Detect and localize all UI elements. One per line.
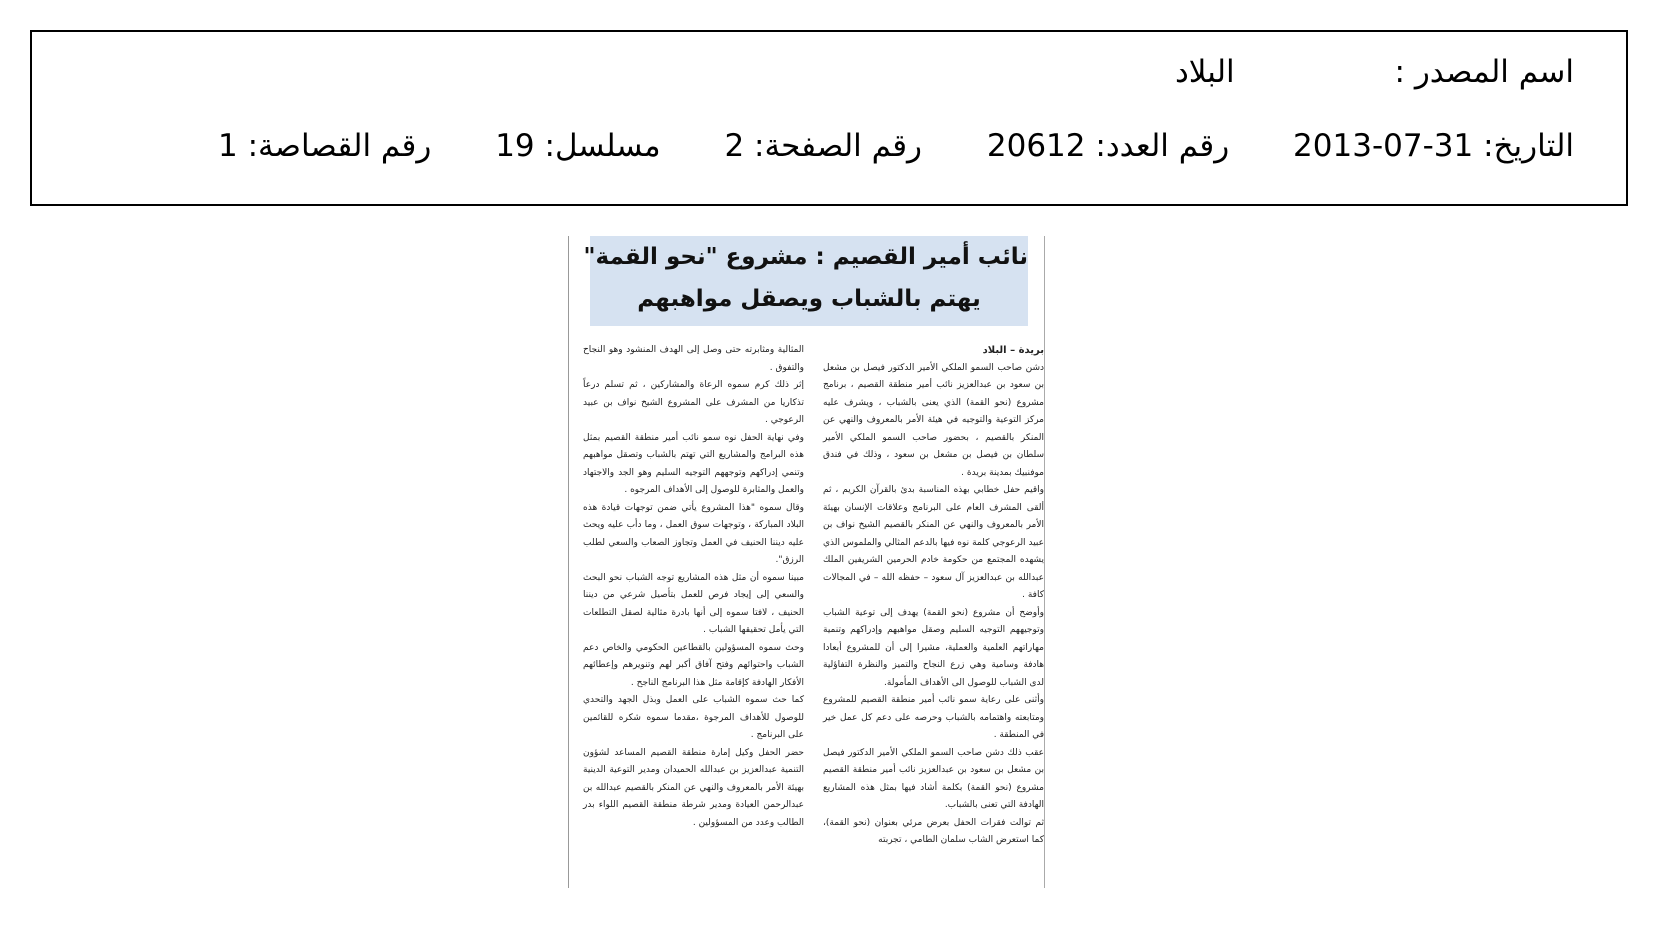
paragraph: دشن صاحب السمو الملكي الأمير الدكتور فيصل بن مشعل بن سعود بن عبدالعزيز نائب أمير منطقة القصيم ، برنامج مشروع (نحو القمة) الذي يعنى بالشباب ، ويشرف عليه مركز التوعية والتوجيه في هيئة الأمر بالمعروف والنهي عن المنكر بالقصيم ، بحضور صاحب السمو الملكي الأمير سلطان بن فيصل بن مشعل بن سعود ، وذلك في فندق موفنبيك بمدينة بريدة . (823, 362, 1044, 478)
headline-line-1: نائب أمير القصيم : مشروع "نحو القمة" (583, 244, 1028, 270)
meta-row (218, 128, 1574, 164)
paragraph: حضر الحفل وكيل إمارة منطقة القصيم المساعد لشؤون التنمية عبدالعزيز بن عبدالله الحميدان ومدير التوعية الدينية بهيئة الأمر بالمعروف والنهي عن المنكر بالقصيم عبدالله بن عبدالرحمن العيادة ومدير شرطة منطقة القصيم اللواء بدر الطالب وعدد من المسؤولين . (583, 747, 804, 828)
paragraph: وأثنى على رعاية سمو نائب أمير منطقة القصيم للمشروع ومتابعته واهتمامه بالشباب وحرصه على دعم كل عمل خير في المنطقة . (823, 695, 1044, 740)
source-row (1174, 54, 1574, 90)
date-field: التاريخ: 31-07-2013 (1293, 128, 1574, 164)
paragraph: وفي نهاية الحفل نوه سمو نائب أمير منطقة القصيم بمثل هذه البرامج والمشاريع التي تهتم بالشباب وتصقل مواهبهم وتنمي إدراكهم وتوجههم التوجيه السليم وهو الجد والاجتهاد والعمل والمثابرة للوصول إلى الأهداف المرجوه . (583, 432, 804, 495)
dateline: بريدة – البلاد (982, 345, 1044, 356)
paragraph: وحث سموه المسؤولين بالقطاعين الحكومي والخاص دعم الشباب واحتوائهم وفتح آفاق أكبر لهم وتنويرهم وإعطائهم الأفكار الهادفة كإقامة مثل هذا البرنامج الناجح . (583, 642, 804, 688)
paragraph: واقيم حفل خطابي بهذه المناسبة بدئ بالقرآن الكريم ، ثم ألقى المشرف العام على البرنامج وعلاقات الإنسان بهيئة الأمر بالمعروف والنهي عن المنكر بالقصيم الشيخ نواف بن عبيد الرعوجي كلمة نوه فيها بالدعم المثالي والملموس الذي يشهده المجتمع من حكومة خادم الحرمين الشريفين الملك عبدالله بن عبدالعزيز آل سعود – حفظه الله – في المجالات كافة . (823, 485, 1044, 600)
article-column-right (823, 342, 1044, 850)
headline (583, 236, 1028, 326)
column-rule (568, 236, 569, 888)
source-value: البلاد (1174, 54, 1235, 90)
serial-field: مسلسل: 19 (495, 128, 661, 164)
paragraph: عقب ذلك دشن صاحب السمو الملكي الأمير الدكتور فيصل بن مشعل بن سعود بن عبدالعزيز نائب أمير منطقة القصيم مشروع (نحو القمة) بكلمة أشاد فيها بمثل هذه المشاريع الهادفة التي تعنى بالشباب. (823, 747, 1044, 810)
paragraph: إثر ذلك كرم سموه الرعاة والمشاركين ، ثم تسلم درعاً تذكاريا من المشرف على المشروع الشيخ نواف بن عبيد الرعوجي . (583, 380, 804, 425)
source-info-box (30, 30, 1628, 206)
paragraph: كما حث سموه الشباب على العمل وبذل الجهد والتحدي للوصول للأهداف المرجوة ،مقدما سموه شكره للقائمين على البرنامج . (583, 695, 804, 740)
paragraph: وقال سموه "هذا المشروع يأتي ضمن توجهات قيادة هذه البلاد المباركة ، وتوجهات سوق العمل ، وما دأب عليه ويحث عليه ديننا الحنيف في العمل وتجاوز الصعاب والسعي لطلب الرزق". (583, 502, 804, 565)
headline-line-2: يهتم بالشباب ويصقل مواهبهم (637, 286, 981, 312)
issue-field: رقم العدد: 20612 (986, 128, 1230, 164)
page-field: رقم الصفحة: 2 (724, 128, 923, 164)
clip-field: رقم القصاصة: 1 (218, 128, 432, 164)
paragraph: وأوضح أن مشروع (نحو القمة) يهدف إلى توعية الشباب وتوجيههم التوجيه السليم وصقل مواهبهم وإدراكهم وتنمية مهاراتهم العلمية والعملية، مشيرا إلى أن للمشروع أبعادا هادفة وسامية وهي زرع النجاح والتميز والنظرة التفاؤلية لدى الشباب للوصول الى الأهداف المأمولة. (823, 607, 1044, 688)
paragraph: ثم توالت فقرات الحفل بعرض مرئي بعنوان (نحو القمة)، كما استعرض الشاب سلمان الطامي ، تجربته (823, 817, 1044, 845)
source-label: اسم المصدر : (1394, 54, 1574, 90)
newspaper-clipping (568, 236, 1045, 888)
paragraph: مبينا سموه أن مثل هذه المشاريع توجه الشباب نحو البحث والسعي إلى إيجاد فرص للعمل بتأصيل شرعي من ديننا الحنيف ، لافتا سموه إلى أنها بادرة مثالية لصقل التطلعات التي يأمل تحقيقها الشباب . (583, 572, 804, 635)
article-column-left (583, 342, 804, 832)
paragraph: المثالية ومثابرته حتى وصل إلى الهدف المنشود وهو النجاح والتفوق . (583, 345, 804, 373)
